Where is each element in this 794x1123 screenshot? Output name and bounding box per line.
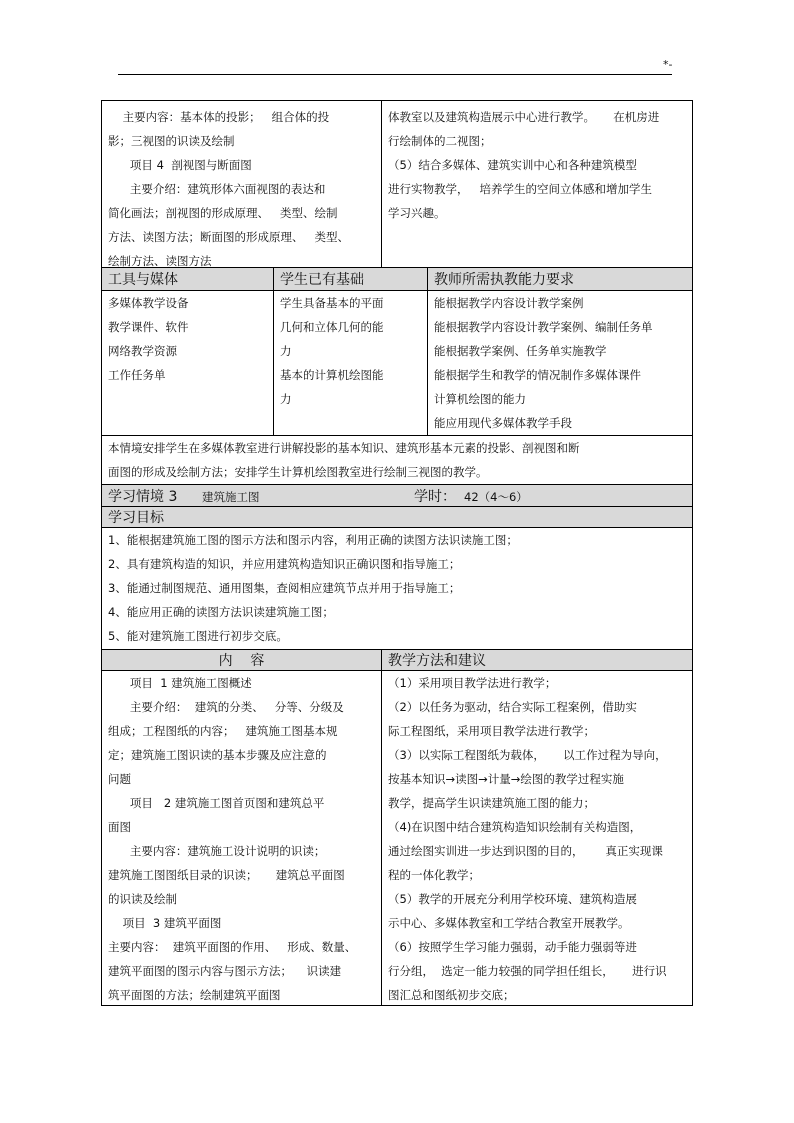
content-line: 主要介绍： 建筑的分类、 分等、分级及 <box>108 700 344 714</box>
method-line: 图汇总和图纸初步交底； <box>388 988 515 1002</box>
tools-header: 工具与媒体 <box>108 272 178 288</box>
continued-content-left <box>102 101 381 267</box>
objectives-list <box>102 528 692 649</box>
situation-label: 学习情境 3 <box>108 489 178 505</box>
continued-content-line: 主要内容：基本体的投影； 组合体的投 <box>108 110 330 124</box>
continued-content-line: 绘制方法、读图方法 <box>108 254 212 267</box>
content-line: 定；建筑施工图识读的基本步骤及应注意的 <box>108 748 327 762</box>
student-basis-line: 力 <box>280 392 292 406</box>
content-line: 建筑施工图图纸目录的识读； 建筑总平面图 <box>108 868 345 882</box>
content-line: 面图 <box>108 820 131 834</box>
hours-value: 42（4～6） <box>464 490 528 504</box>
teacher-ability-item: 能应用现代多媒体教学手段 <box>434 416 572 430</box>
tool-item: 工作任务单 <box>108 368 166 382</box>
methods-header: 教学方法和建议 <box>381 650 692 670</box>
continued-content-line: 简化画法；剖视图的形成原理、 类型、绘制 <box>108 206 338 220</box>
continued-method-line: 行绘制体的二视图； <box>388 134 492 148</box>
method-line: （5）教学的开展充分利用学校环境、建筑构造展 <box>388 892 637 906</box>
objective-item: 2、具有建筑构造的知识，并应用建筑构造知识正确识图和指导施工； <box>108 557 461 571</box>
method-line: （1）采用项目教学法进行教学； <box>388 676 557 690</box>
objectives-header: 学习目标 <box>108 510 164 526</box>
method-line: （4)在识图中结合建筑构造知识绘制有关构造图， <box>388 820 642 834</box>
content-header: 内 容 <box>218 653 265 669</box>
arrangement-line: 面图的形成及绘制方法；安排学生计算机绘图教室进行绘制三视图的教学。 <box>108 465 488 479</box>
content-line: 项目 2 建筑施工图首页图和建筑总平 <box>108 796 325 810</box>
student-basis-line: 学生具备基本的平面 <box>280 296 384 310</box>
content-list <box>102 671 381 1005</box>
content-line: 问题 <box>108 772 131 786</box>
objectives-row <box>101 528 693 650</box>
content-line: 建筑平面图的图示内容与图示方法； 识读建 <box>108 964 342 978</box>
student-basis-line: 力 <box>280 344 292 358</box>
content-line: 组成；工程图纸的内容； 建筑施工图基本规 <box>108 724 338 738</box>
teacher-ability-header: 教师所需执教能力要求 <box>427 268 692 290</box>
tools-list <box>102 291 273 435</box>
continued-methods-right <box>381 101 692 267</box>
method-line: （2）以任务为驱动，结合实际工程案例，借助实 <box>388 700 637 714</box>
content-line: 主要内容： 建筑平面图的作用、 形成、数量、 <box>108 940 357 954</box>
objective-item: 4、能应用正确的读图方法识读建筑施工图； <box>108 605 334 619</box>
arrangement-row <box>101 436 693 485</box>
continued-method-line: 体教室以及建筑构造展示中心进行教学。 在机房进 <box>388 110 660 124</box>
method-line: 示中心、多媒体教室和工学结合教室开展教学。 <box>388 916 630 930</box>
objective-item: 1、能根据建筑施工图的图示方法和图示内容，利用正确的读图方法识读施工图； <box>108 533 518 547</box>
continued-method-line: 进行实物教学， 培养学生的空间立体感和增加学生 <box>388 182 652 196</box>
teacher-ability-item: 能根据教学案例、任务单实施教学 <box>434 344 607 358</box>
method-line: 际工程图纸，采用项目教学法进行教学； <box>388 724 595 738</box>
method-line: 通过绘图实训进一步达到识图的目的， 真正实现课 <box>388 844 663 858</box>
teacher-ability-list <box>427 291 692 435</box>
objective-item: 5、能对建筑施工图进行初步交底。 <box>108 629 288 643</box>
resources-header-row <box>101 268 693 291</box>
content-line: 项目 3 建筑平面图 <box>108 916 222 930</box>
method-line: 程的一体化教学； <box>388 868 480 882</box>
tool-item: 网络教学资源 <box>108 344 177 358</box>
continued-content-line: 项目 4 剖视图与断面图 <box>108 158 252 172</box>
header-mark: *- <box>663 58 673 71</box>
continued-content-row <box>101 100 693 268</box>
student-basis-header: 学生已有基础 <box>273 268 427 290</box>
content-line: 的识读及绘制 <box>108 892 177 906</box>
content-header-row <box>101 650 693 671</box>
teacher-ability-item: 计算机绘图的能力 <box>434 392 526 406</box>
resources-body-row <box>101 291 693 436</box>
continued-content-line: 方法、读图方法；断面图的形成原理、 类型、 <box>108 230 349 244</box>
continued-method-line: （5）结合多媒体、建筑实训中心和各种建筑模型 <box>388 158 637 172</box>
method-line: （3）以实际工程图纸为载体， 以工作过程为导向， <box>388 748 667 762</box>
method-line: 教学，提高学生识读建筑施工图的能力； <box>388 796 595 810</box>
student-basis-list <box>273 291 427 435</box>
arrangement-line: 本情境安排学生在多媒体教室进行讲解投影的基本知识、建筑形基本元素的投影、剖视图和断 <box>108 441 580 455</box>
continued-content-line: 影；三视图的识读及绘制 <box>108 134 235 148</box>
teacher-ability-item: 能根据教学内容设计教学案例 <box>434 296 584 310</box>
content-line: 主要内容：建筑施工设计说明的识读； <box>108 844 326 858</box>
teacher-ability-item: 能根据学生和教学的情况制作多媒体课件 <box>434 368 641 382</box>
student-basis-line: 基本的计算机绘图能 <box>280 368 384 382</box>
continued-content-line: 主要介绍：建筑形体六面视图的表达和 <box>108 182 326 196</box>
method-line: 按基本知识→读图→计量→绘图的教学过程实施 <box>388 772 624 786</box>
situation-name: 建筑施工图 <box>202 490 260 504</box>
objective-item: 3、能通过制图规范、通用图集，查阅相应建筑节点并用于指导施工； <box>108 581 461 595</box>
method-line: 行分组， 选定一能力较强的同学担任组长， 进行识 <box>388 964 667 978</box>
arrangement-text <box>102 436 692 484</box>
content-line: 筑平面图的方法；绘制建筑平面图 <box>108 988 281 1002</box>
course-table <box>101 100 693 1006</box>
situation-row <box>101 485 693 507</box>
content-line: 项目 1 建筑施工图概述 <box>108 676 252 690</box>
objectives-header-row <box>101 507 693 528</box>
hours-label: 学时： <box>414 489 456 505</box>
teacher-ability-item: 能根据教学内容设计教学案例、编制任务单 <box>434 320 653 334</box>
tool-item: 教学课件、软件 <box>108 320 189 334</box>
methods-list <box>381 671 692 1005</box>
tool-item: 多媒体教学设备 <box>108 296 189 310</box>
header-rule <box>118 74 672 75</box>
student-basis-line: 几何和立体几何的能 <box>280 320 384 334</box>
method-line: （6）按照学生学习能力强弱，动手能力强弱等进 <box>388 940 637 954</box>
continued-method-line: 学习兴趣。 <box>388 206 446 220</box>
content-body-row <box>101 671 693 1006</box>
